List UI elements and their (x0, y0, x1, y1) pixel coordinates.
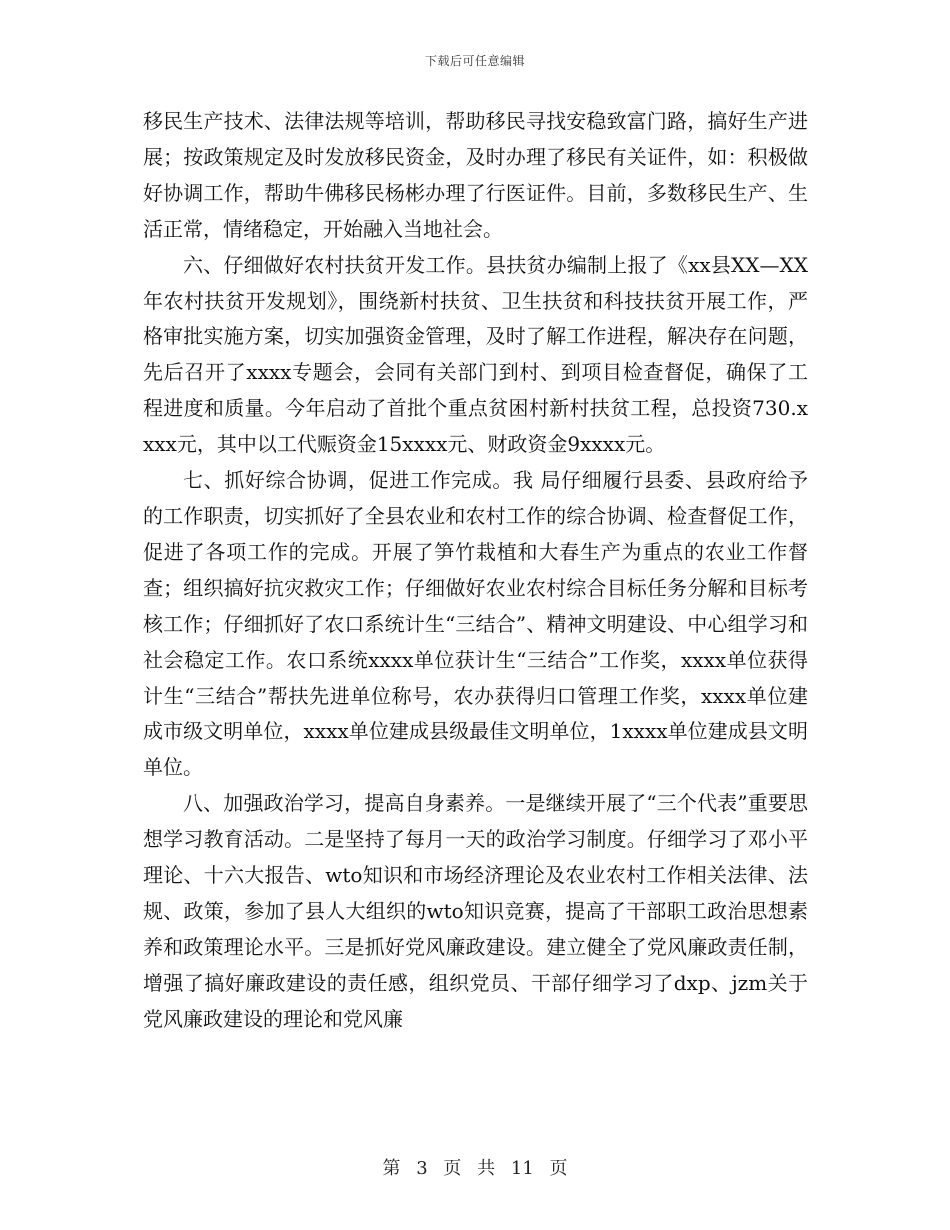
page-header: 下载后可任意编辑 (424, 54, 525, 68)
footer-label-unit-end: 页 (549, 1158, 568, 1179)
footer-current-page: 3 (416, 1158, 428, 1179)
footer-label-unit: 页 (443, 1158, 462, 1179)
paragraph-migrant-support: 移民生产技术、法律法规等培训，帮助移民寻找安稳致富门路，搞好生产进展；按政策规定及时发放移民资金，及时办理了移民有关证件，如：积极做好协调工作，帮助牛佛移民杨彬办理了行医证件。目前，多数移民生产、生活正常，情绪稳定，开始融入当地社会。 (143, 109, 808, 241)
page-number-footer (0, 1154, 950, 1180)
footer-label-total: 共 (477, 1158, 496, 1179)
paragraph-poverty-alleviation: 六、仔细做好农村扶贫开发工作。县扶贫办编制上报了《xx县XX—XX年农村扶贫开发规划》，围绕新村扶贫、卫生扶贫和科技扶贫开展工作，严格审批实施方案，切实加强资金管理，及时了解工作进程，解决存在问题，先后召开了xxxx专题会，会同有关部门到村、到项目检查督促，确保了工程进度和质量。今年启动了首批个重点贫困村新村扶贫工程，总投资730.xxxx元，其中以工代赈资金15xxxx元、财政资金9xxxx元。 (143, 252, 808, 457)
document-body (143, 104, 808, 1038)
paragraph-political-study: 八、加强政治学习，提高自身素养。一是继续开展了“三个代表”重要思想学习教育活动。二是坚持了每月一天的政治学习制度。仔细学习了邓小平理论、十六大报告、wto知识和市场经济理论及农业农村工作相关法律、法规、政策，参加了县人大组织的wto知识竞赛，提高了干部职工政治思想素养和政策理论水平。三是抓好党风廉政建设。建立健全了党风廉政责任制，增强了搞好廉政建设的责任感，组织党员、干部仔细学习了dxp、jzm关于党风廉政建设的理论和党风廉 (143, 791, 808, 1031)
paragraph-coordination: 七、抓好综合协调，促进工作完成。我 局仔细履行县委、县政府给予的工作职责，切实抓好了全县农业和农村工作的综合协调、检查督促工作，促进了各项工作的完成。开展了笋竹栽植和大春生产为重点的农业工作督查；组织搞好抗灾救灾工作；仔细做好农业农村综合目标任务分解和目标考核工作；仔细抓好了农口系统计生“三结合”、精神文明建设、中心组学习和社会稳定工作。农口系统xxxx单位获计生“三结合”工作奖，xxxx单位获得计生“三结合”帮扶先进单位称号，农办获得归口管理工作奖，xxxx单位建成市级文明单位，xxxx单位建成县级最佳文明单位，1xxxx单位建成县文明单位。 (143, 468, 808, 780)
footer-label-page: 第 (382, 1158, 401, 1179)
footer-total-pages: 11 (510, 1158, 534, 1179)
